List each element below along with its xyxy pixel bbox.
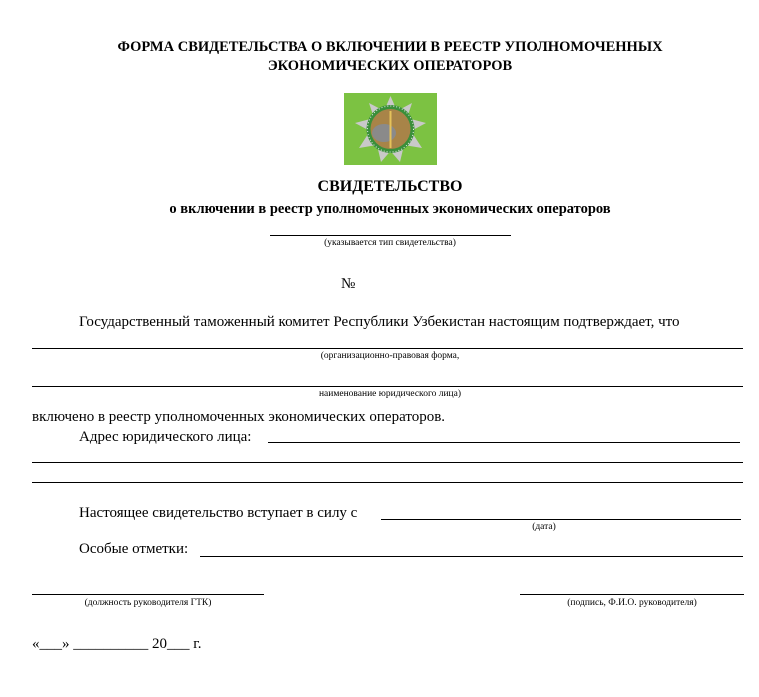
- org-name-line: [32, 386, 743, 387]
- form-title-line1: ФОРМА СВИДЕТЕЛЬСТВА О ВКЛЮЧЕНИИ В РЕЕСТР УПОЛНОМОЧЕННЫХ: [117, 39, 663, 55]
- date-year: 20___: [152, 636, 190, 652]
- issue-date: [32, 637, 201, 652]
- position-caption: (должность руководителя ГТК): [84, 598, 212, 608]
- included-text: включено в реестр уполномоченных экономических операторов.: [32, 409, 446, 425]
- address-line-3: [32, 482, 743, 483]
- org-name-caption: наименование юридического лица): [318, 389, 462, 399]
- address-line-1: [268, 442, 740, 443]
- org-form-line: [32, 348, 743, 349]
- effective-date-line: [381, 519, 741, 520]
- date-day: «___»: [32, 636, 70, 652]
- address-label: Адрес юридического лица:: [79, 429, 252, 445]
- form-title-line2: ЭКОНОМИЧЕСКИХ ОПЕРАТОРОВ: [267, 58, 513, 74]
- signature-caption: (подпись, Ф.И.О. руководителя): [567, 598, 697, 608]
- date-month: __________: [73, 636, 149, 652]
- intro-text: Государственный таможенный комитет Республики Узбекистан настоящим подтверждает, что: [79, 314, 680, 330]
- certificate-heading: СВИДЕТЕЛЬСТВО: [317, 178, 463, 195]
- notes-label: Особые отметки:: [79, 541, 189, 557]
- certificate-type-caption: (указывается тип свидетельства): [324, 238, 456, 248]
- customs-emblem-icon: [344, 93, 437, 165]
- org-form-caption: (организационно-правовая форма,: [320, 351, 460, 361]
- certificate-type-line: [270, 235, 511, 236]
- effective-label: Настоящее свидетельство вступает в силу с: [79, 505, 358, 521]
- notes-line: [200, 556, 743, 557]
- date-caption: (дата): [532, 522, 556, 532]
- date-suffix: г.: [193, 636, 202, 652]
- position-line: [32, 594, 264, 595]
- certificate-subheading: о включении в реестр уполномоченных экономических операторов: [169, 201, 611, 217]
- signature-line: [520, 594, 744, 595]
- address-line-2: [32, 462, 743, 463]
- certificate-number-label: №: [341, 276, 356, 292]
